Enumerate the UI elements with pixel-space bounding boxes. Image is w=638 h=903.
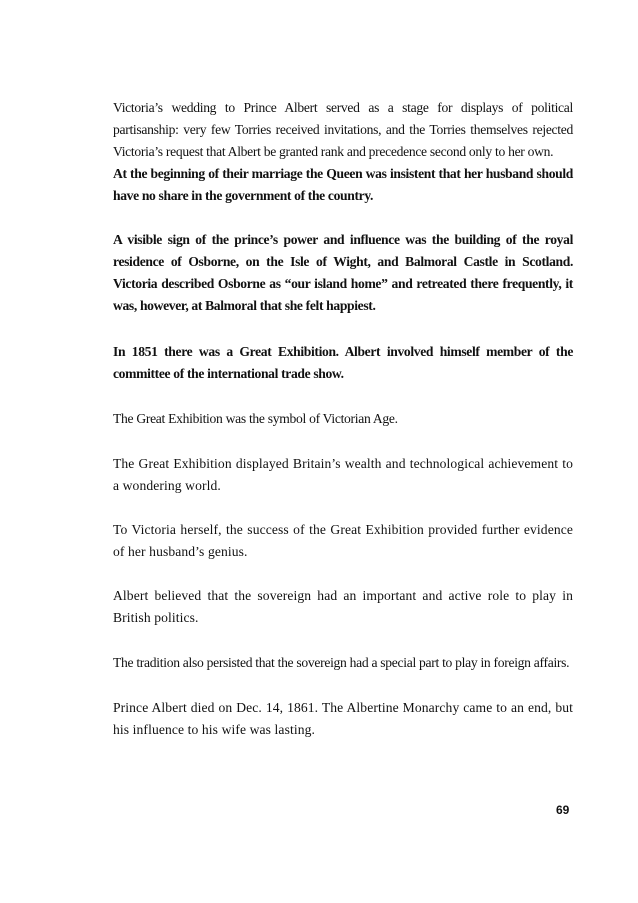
paragraph-sovereign-role: Albert believed that the sovereign had an important and active role to play in British politics. (113, 588, 573, 625)
paragraph-great-exhibition-1851: In 1851 there was a Great Exhibition. Albert involved himself member of the committee of the international trade show. (113, 344, 573, 381)
paragraph-britains-wealth: The Great Exhibition displayed Britain’s wealth and technological achievement to a wondering world. (113, 456, 573, 493)
paragraph-marriage-government: At the beginning of their marriage the Queen was insistent that her husband should have no share in the government of the country. (113, 166, 573, 203)
paragraph-albert-death: Prince Albert died on Dec. 14, 1861. The Albertine Monarchy came to an end, but his influence to his wife was lasting. (113, 700, 573, 737)
page-number: 69 (556, 803, 570, 817)
paragraph-royal-residences: A visible sign of the prince’s power and influence was the building of the royal residence of Osborne, on the Isle of Wight, and Balmoral Castle in Scotland. Victoria described Osborne as “our island home” and retreated there frequently, it was, however, at Balmoral that she felt happiest. (113, 232, 573, 313)
paragraph-wedding: Victoria’s wedding to Prince Albert served as a stage for displays of political partisanship: very few Torries received invitations, and the Torries themselves rejected Victoria’s request that Albert be granted rank and precedence second only to her own. (113, 100, 573, 159)
paragraph-victorian-age-symbol: The Great Exhibition was the symbol of Victorian Age. (113, 411, 398, 426)
paragraph-foreign-affairs: The tradition also persisted that the sovereign had a special part to play in foreign affairs. (113, 655, 570, 670)
paragraph-husbands-genius: To Victoria herself, the success of the Great Exhibition provided further evidence of her husband’s genius. (113, 522, 573, 559)
